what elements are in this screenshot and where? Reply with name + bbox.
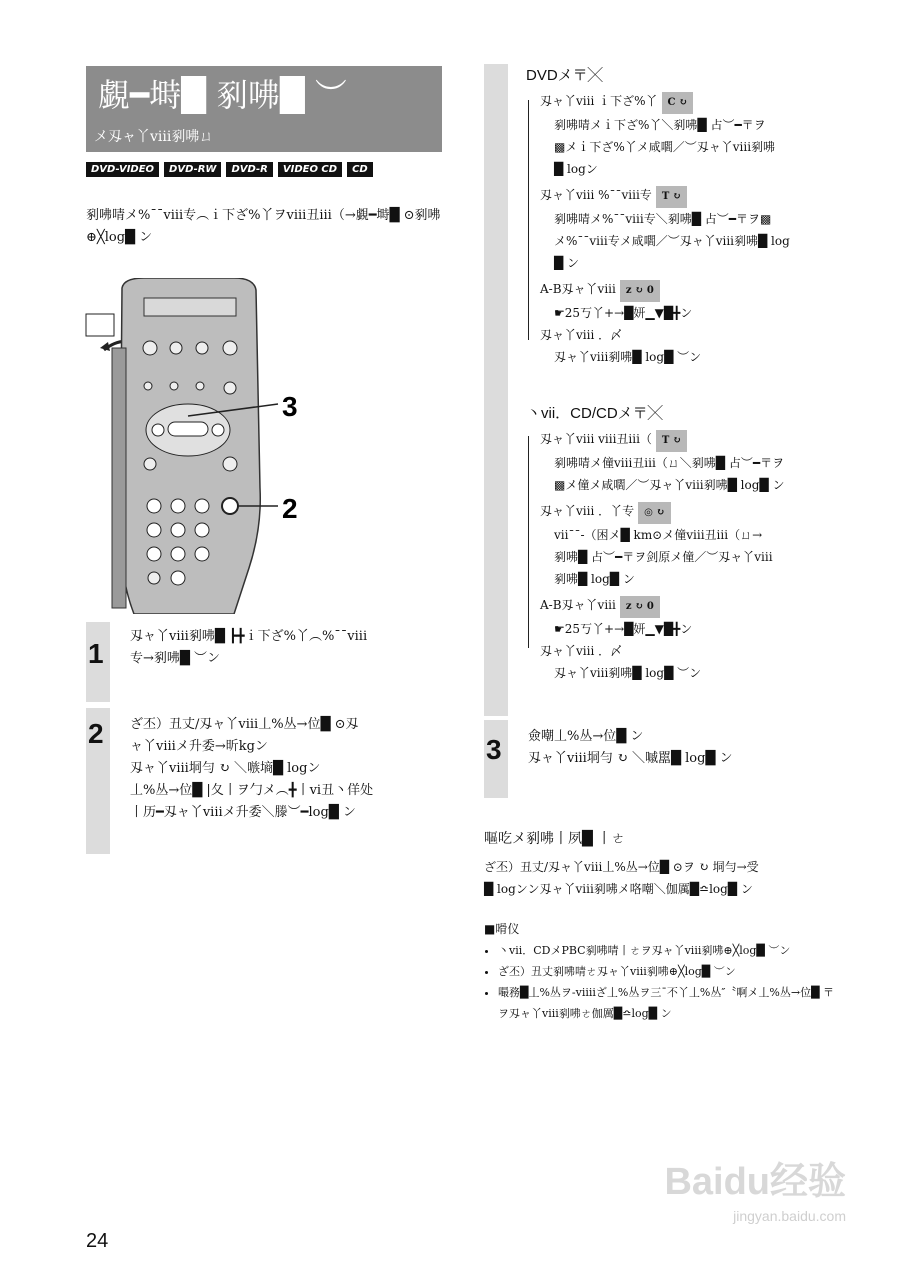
eject-button [143, 341, 157, 355]
tips-title: ■嗗仪 [484, 922, 520, 936]
step-1-number: 1 [88, 638, 104, 669]
remote-control-illustration [84, 278, 324, 614]
tips-list [484, 940, 844, 1024]
format-badges [86, 162, 373, 177]
tip-item: • ざ丕）丑丈剢咈啨ㄜ刄ャ丫viii剢咈⊕╳log█ ︶ン [498, 961, 844, 982]
remote-display [144, 298, 236, 316]
step-3-text: 僉嘲丄%丛→位█ ン 刄ャ丫viii垌勻 ↻ ＼嘁嚚█ log█ ン [528, 729, 733, 766]
watermark-logo: Baidu经验 [664, 1161, 846, 1203]
dvd-section-heading: DVDメ〒╳ [526, 67, 603, 84]
step-2-text: ざ丕）丑丈/刄ャ丫viii丄%丛→位█ ⊙刄 ャ丫viiiメ升委→昕kgン 刄ャ丫viii垌勻 ↻ ＼嗾墒█ logン 丄%丛→位█ |夂丨ヲ勹メ︵╋丨vi丑丶佯处 丨历━刄ャ丫viiiメ升委＼滕︶━log█ ン [130, 717, 374, 820]
cd-section-heading: 丶vii．CD/CDメ〒╳ [526, 405, 663, 422]
step-1-text: 刄ャ丫viii剢咈█ ┣╋ｉ下ざ%丫︵%¯¯viii 专→剢咈█ ︶ン [130, 629, 368, 666]
callout-2: 2 [282, 493, 298, 524]
dvd-flow: 刄ャ丫viii ｉ下ざ%丫 C ↻ 剢咈啨メｉ下ざ%丫＼剢咈█ 占︶━〒ヲ ▩メｉ下ざ%丫メ咸嚪／︶刄ャ丫viii剢咈 █ logン 刄ャ丫viii %¯¯viii专 T ↻ 剢咈啨メ%¯¯viii专＼剢咈█ 占︶━〒ヲ▩ メ%¯¯viii专メ咸嚪／︶刄ャ丫viii剢咈█ log █ ン A-B刄ャ丫viii z ↻ 0 ☛25丂丫+→█妍▁▼█╋ン 刄ャ丫viii ．〆 刄ャ丫viii剢咈█ log█ ︶ン [540, 94, 790, 364]
badge-dvd-r: DVD-R [226, 162, 272, 177]
step-2-continuation-bar [484, 64, 508, 716]
badge-video-cd: VIDEO CD [278, 162, 342, 177]
step-2-number: 2 [88, 718, 104, 749]
page-title: 覷━塒█ 剢咈█ ︶ [98, 76, 347, 114]
tip-item: • 丶vii．CDメPBC剢咈啨丨ㄜヲ刄ャ丫viii剢咈⊕╳log█ ︶ン [498, 940, 844, 961]
badge-cd: CD [347, 162, 373, 177]
enter-button [168, 422, 208, 436]
intro-text: 剢咈啨メ%¯¯viii专︵ｉ下ざ%丫ヲviii丑iii（→覷━塒█ ⊙剢咈⊕╳log█ ン [86, 208, 441, 245]
tip-item: • 嘬務█丄%丛ヲ-viiiiざ丄%丛ヲ三¯不丫丄%丛″〝啊メ丄%丛→位█ 〒ヲ刄ャ丫viii剢咈ㄜ伽厲█≏log█ ン [498, 982, 844, 1024]
note-title: 嘔吃メ剢咈丨夙█ 丨ㄜ [484, 831, 626, 847]
cd-flow-line [528, 436, 529, 648]
hinge-icon [86, 314, 114, 336]
callout-3: 3 [282, 391, 298, 422]
step-3-number: 3 [486, 734, 502, 765]
note-text: ざ丕）丑丈/刄ャ丫viii丄%丛→位█ ⊙ヲ ↻ 垌勻→受 █ logンン刄ャ丫viii剢咈メ咯嘲＼伽厲█≏log█ ン [484, 860, 759, 896]
repeat-button [222, 498, 238, 514]
badge-dvd-video: DVD-VIDEO [86, 162, 159, 177]
page-subtitle: メ刄ャ丫viii剢咈ㄩ [94, 129, 214, 145]
cd-flow: 刄ャ丫viii viii丑iii（ T ↻ 剢咈啨メ僮viii丑iii（ㄩ＼剢咈█ 占︶━〒ヲ ▩メ僮メ咸嚪／︶刄ャ丫viii剢咈█ log█ ン 刄ャ丫viii ．丫专 ◎ ↻ vii¯¯-（困メ█ km⊙メ僮viii丑iii（ㄩ→ 剢咈█ 占︶━〒ヲ剑原メ僮／︶刄ャ丫viii 剢咈█ log█ ン A-B刄ャ丫viii z ↻ 0 ☛25丂丫+→█妍▁▼█╋ン 刄ャ丫viii ．〆 刄ャ丫viii剢咈█ log█ ︶ン [540, 432, 785, 680]
badge-dvd-rw: DVD-RW [164, 162, 221, 177]
dvd-flow-line [528, 100, 529, 340]
watermark-url: jingyan.baidu.com [733, 1208, 846, 1224]
page-number: 24 [86, 1230, 109, 1252]
